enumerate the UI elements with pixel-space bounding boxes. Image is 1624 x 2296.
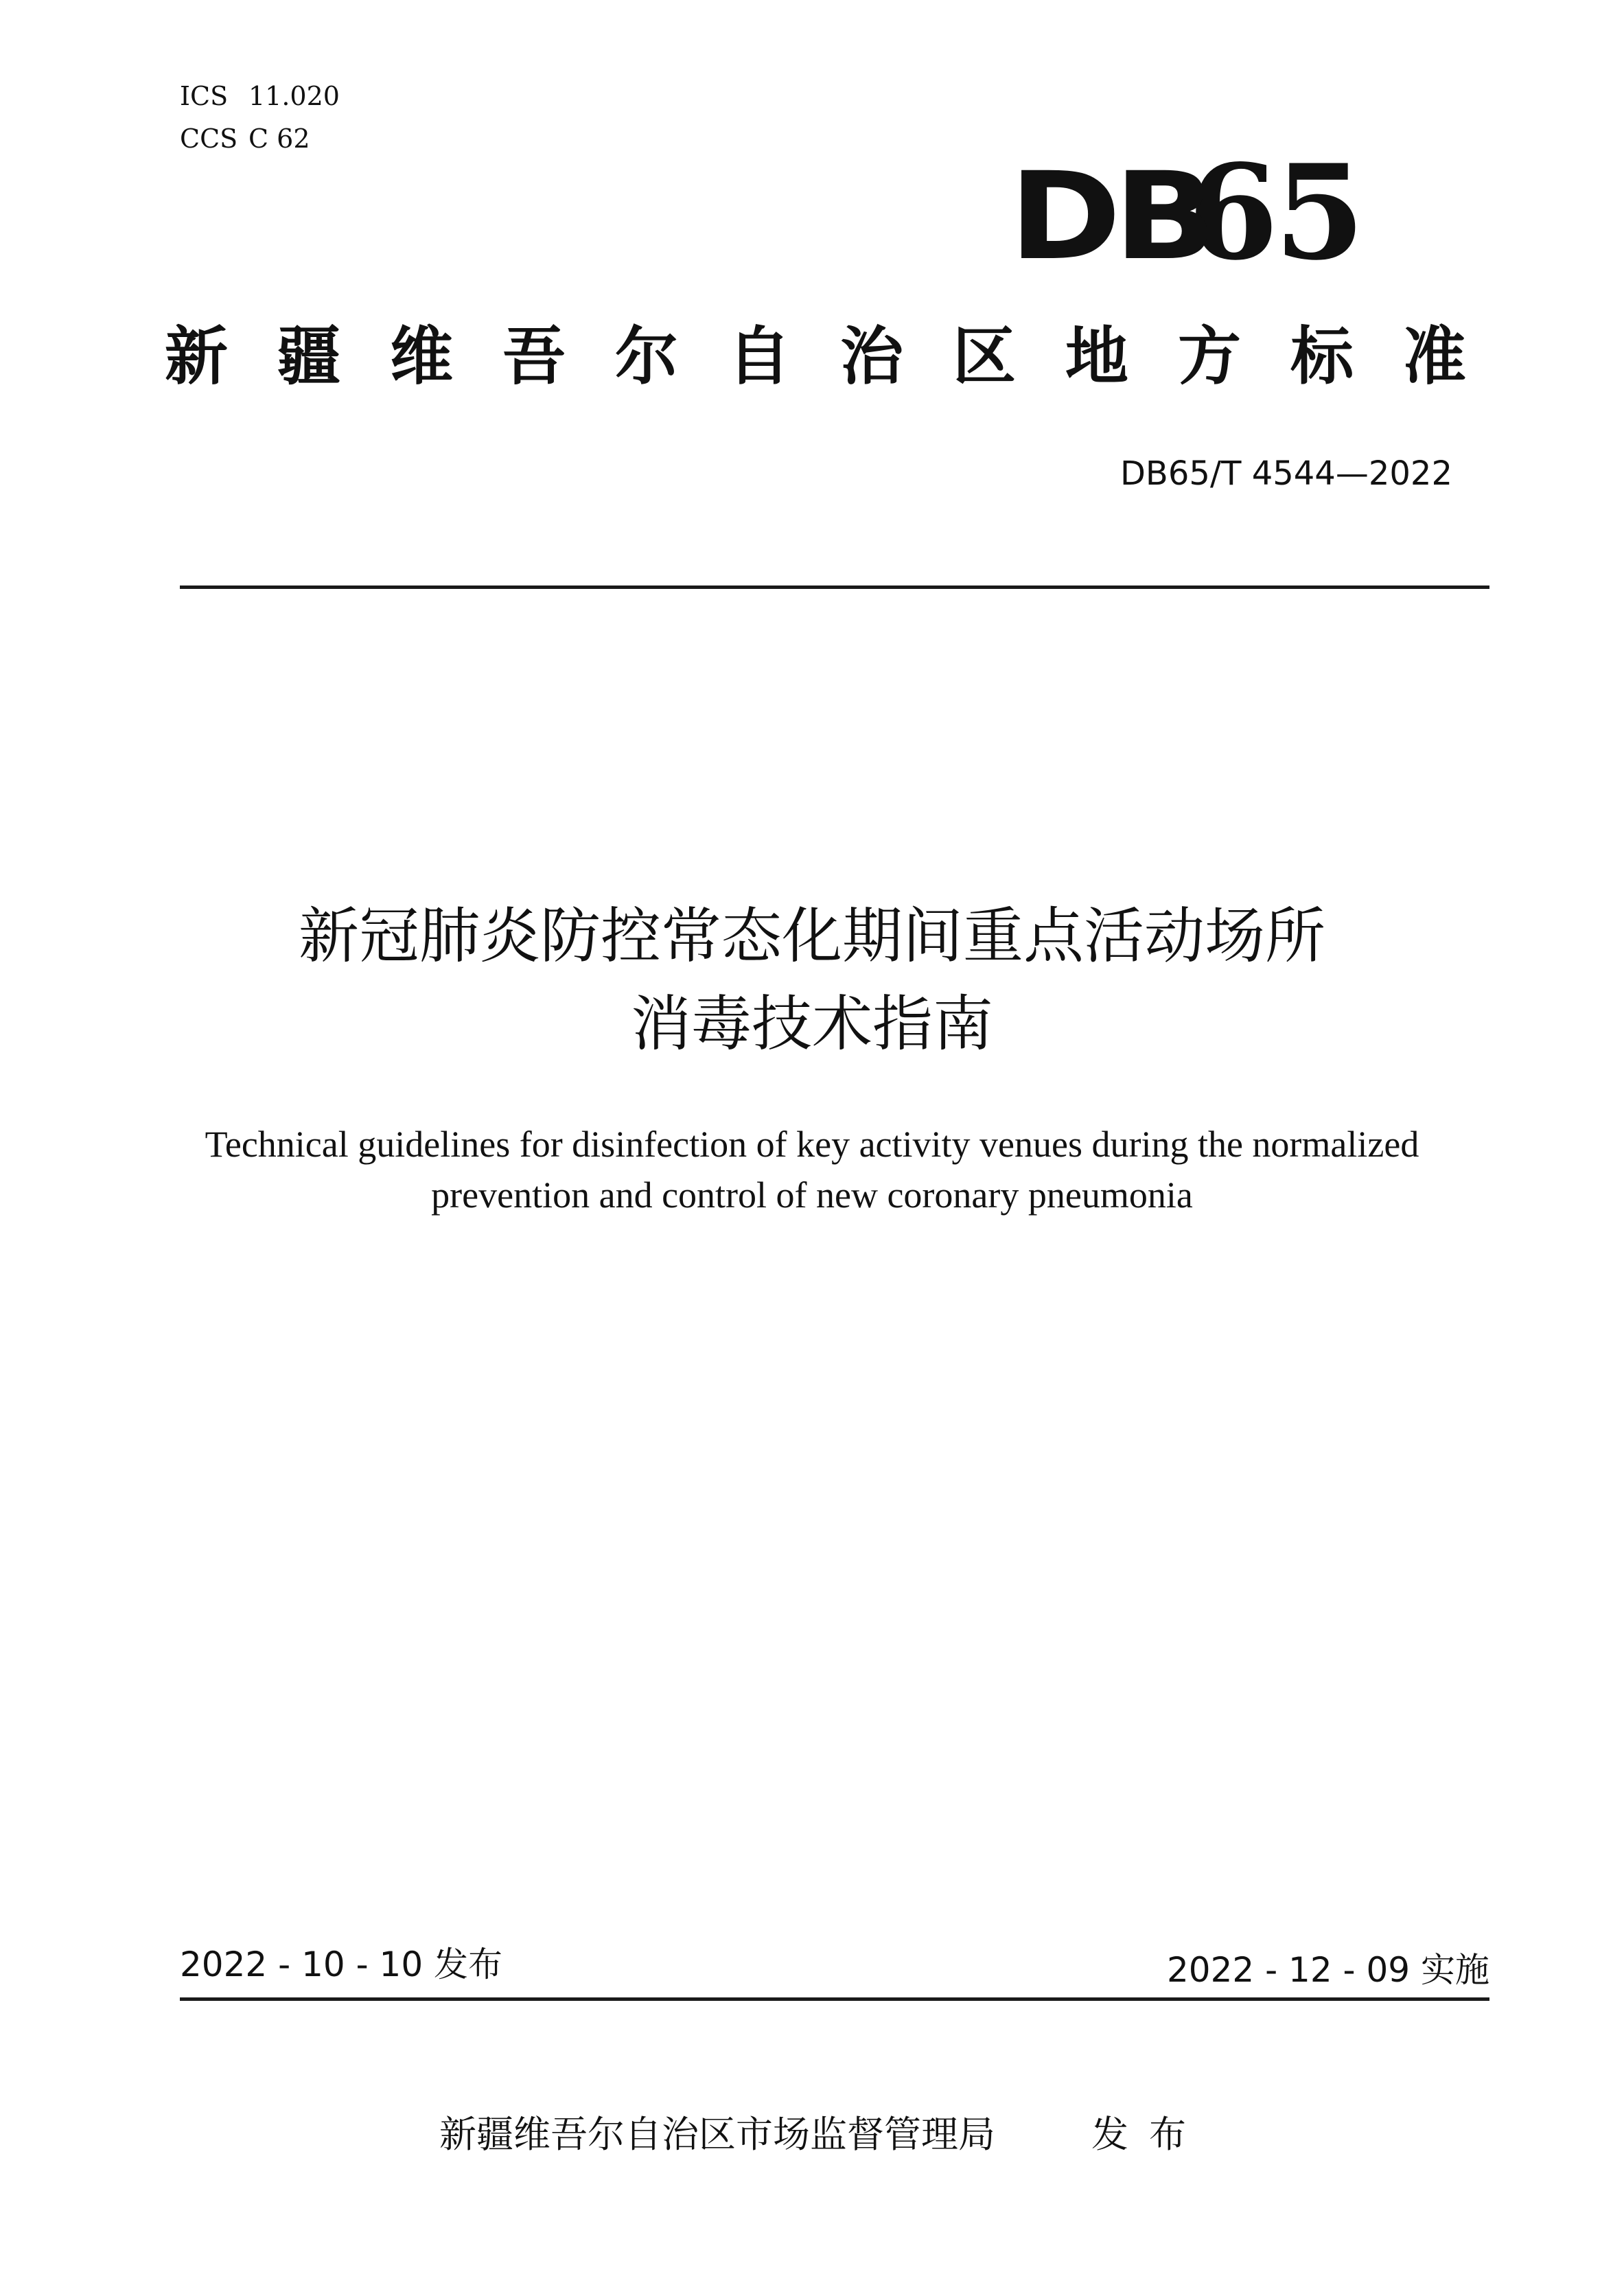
title-cn-line-2: 消毒技术指南: [630, 988, 993, 1059]
ccs-value: C 62: [248, 124, 310, 154]
ccs-code: [180, 124, 310, 154]
issue-date: 2022 - 10 - 10 发布: [180, 1945, 503, 1984]
ics-label: ICS: [180, 81, 229, 111]
bottom-divider: [180, 1997, 1489, 2001]
standard-number: DB65/T 4544—2022: [1120, 454, 1452, 493]
standard-type-heading: 新疆维吾尔自治区地方标准: [165, 320, 1516, 393]
title-en-line-1: Technical guidelines for disinfection of key activity venues during the normalized: [205, 1124, 1419, 1165]
ccs-label: CCS: [180, 124, 238, 154]
document-title-cn: [137, 892, 1487, 1068]
db-logo-letters: DB: [1009, 146, 1209, 287]
db-logo: [1009, 136, 1373, 289]
publisher-name: 新疆维吾尔自治区市场监督管理局: [439, 2113, 995, 2156]
publisher-action: 发布: [1091, 2113, 1207, 2156]
ics-code: [180, 81, 340, 111]
top-divider: [180, 585, 1489, 589]
title-cn-line-1: 新冠肺炎防控常态化期间重点活动场所: [298, 901, 1325, 971]
document-title-en: [137, 1119, 1487, 1220]
db-logo-number: 65: [1187, 136, 1361, 289]
implementation-date: 2022 - 12 - 09 实施: [1166, 1950, 1489, 1990]
title-en-line-2: prevention and control of new coronary pneumonia: [431, 1174, 1193, 1216]
ics-value: 11.020: [248, 81, 340, 111]
